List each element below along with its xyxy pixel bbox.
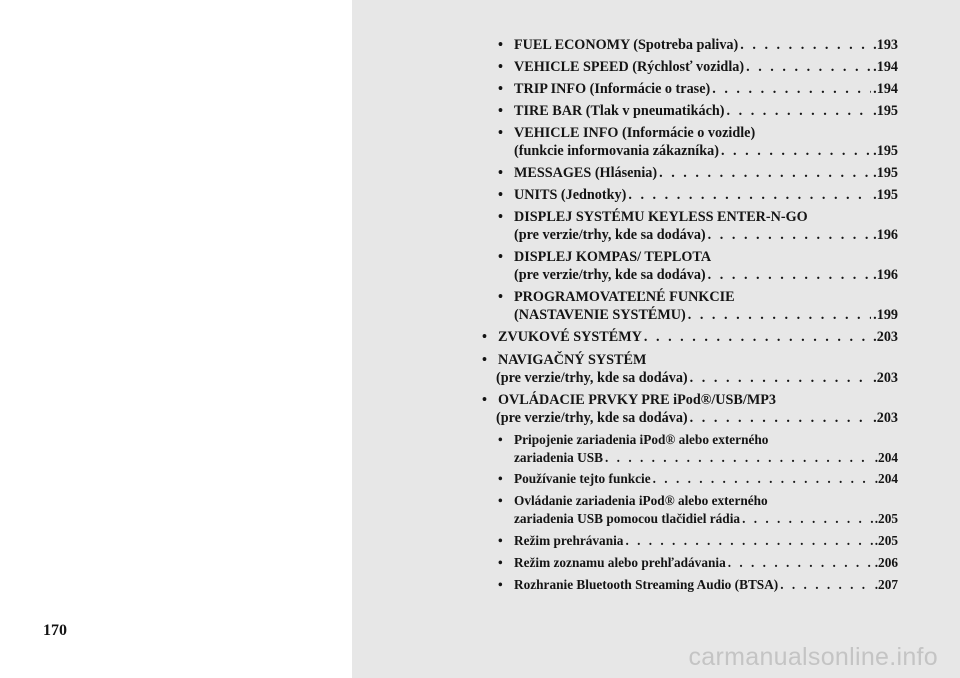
- bullet-icon: •: [498, 209, 503, 225]
- bullet-icon: •: [498, 577, 503, 592]
- toc-entry-page: .203: [873, 370, 898, 386]
- toc-entry[interactable]: [482, 328, 898, 346]
- bullet-icon: •: [498, 249, 503, 265]
- toc-entry[interactable]: [498, 492, 898, 528]
- bullet-icon: •: [498, 165, 503, 181]
- watermark: carmanualsonline.info: [688, 643, 938, 671]
- bullet-icon: •: [498, 432, 503, 447]
- toc-entry[interactable]: [498, 288, 898, 324]
- dot-leader: [659, 164, 871, 182]
- toc-entry-title: (NASTAVENIE SYSTÉMU): [514, 307, 686, 323]
- dot-leader: [688, 306, 871, 324]
- toc-entry-title: (funkcie informovania zákazníka): [514, 143, 719, 159]
- toc-entry-page: .204: [874, 471, 898, 486]
- toc-entry[interactable]: [498, 36, 898, 54]
- toc-entry-title: DISPLEJ KOMPAS/ TEPLOTA: [514, 249, 712, 265]
- toc-entry[interactable]: [498, 102, 898, 120]
- dot-leader: [740, 36, 871, 54]
- toc-entry-page: .206: [874, 555, 898, 570]
- bullet-icon: •: [498, 125, 503, 141]
- toc-entry-title: ZVUKOVÉ SYSTÉMY: [498, 329, 642, 345]
- bullet-icon: •: [498, 187, 503, 203]
- dot-leader: [628, 186, 871, 204]
- bullet-icon: •: [498, 471, 503, 486]
- toc-entry[interactable]: [482, 391, 898, 427]
- toc-entry-title: PROGRAMOVATEĽNÉ FUNKCIE: [514, 289, 735, 305]
- toc-entry-title: Režim zoznamu alebo prehľadávania: [514, 555, 726, 570]
- toc-entry[interactable]: [498, 164, 898, 182]
- dot-leader: [644, 328, 871, 346]
- toc-entry-title: DISPLEJ SYSTÉMU KEYLESS ENTER-N-GO: [514, 209, 808, 225]
- toc-entry-title: VEHICLE SPEED (Rýchlosť vozidla): [514, 59, 745, 75]
- bullet-icon: •: [498, 81, 503, 97]
- toc-entry-page: .205: [874, 533, 898, 548]
- dot-leader: [727, 102, 872, 120]
- toc-entry-page: .195: [873, 165, 898, 181]
- dot-leader: [690, 369, 872, 387]
- dot-leader: [721, 142, 871, 160]
- toc-entry-title: Pripojenie zariadenia iPod® alebo externého: [514, 432, 769, 447]
- dot-leader: [653, 470, 873, 488]
- toc-entry[interactable]: [498, 470, 898, 488]
- toc-entry-title: (pre verzie/trhy, kde sa dodáva): [496, 370, 688, 386]
- toc-entry-page: .203: [873, 410, 898, 426]
- toc-entry-title: FUEL ECONOMY (Spotreba paliva): [514, 37, 739, 53]
- toc-entry-page: .199: [873, 307, 898, 323]
- toc-entry[interactable]: [498, 576, 898, 594]
- bullet-icon: •: [482, 352, 487, 368]
- toc-entry-page: .195: [873, 103, 898, 119]
- toc-entry-page: .194: [873, 81, 898, 97]
- dot-leader: [605, 449, 873, 467]
- toc-entry-title: (pre verzie/trhy, kde sa dodáva): [514, 227, 706, 243]
- toc-entry[interactable]: [498, 532, 898, 550]
- toc-entry-title: Režim prehrávania: [514, 533, 624, 548]
- toc-entry-page: .195: [873, 187, 898, 203]
- toc-entry-title: TRIP INFO (Informácie o trase): [514, 81, 711, 97]
- toc-entry[interactable]: [498, 124, 898, 160]
- toc-entry-page: .205: [874, 511, 898, 526]
- toc-entry[interactable]: [498, 58, 898, 76]
- toc-entry-title: (pre verzie/trhy, kde sa dodáva): [514, 267, 706, 283]
- toc-entry-page: .195: [873, 143, 898, 159]
- dot-leader: [780, 576, 872, 594]
- dot-leader: [728, 554, 873, 572]
- toc-entry[interactable]: [498, 186, 898, 204]
- bullet-icon: •: [498, 493, 503, 508]
- bullet-icon: •: [482, 329, 487, 345]
- page-number: 170: [43, 622, 67, 639]
- bullet-icon: •: [498, 289, 503, 305]
- dot-leader: [742, 510, 873, 528]
- bullet-icon: •: [498, 37, 503, 53]
- toc-entry-page: .193: [873, 37, 898, 53]
- toc-entry-title: Používanie tejto funkcie: [514, 471, 651, 486]
- bullet-icon: •: [498, 533, 503, 548]
- dot-leader: [708, 266, 872, 284]
- toc-entry-title: UNITS (Jednotky): [514, 187, 627, 203]
- toc-entry-page: .196: [873, 227, 898, 243]
- toc-entry-title: zariadenia USB pomocou tlačidiel rádia: [514, 511, 741, 526]
- toc-entry-title: MESSAGES (Hlásenia): [514, 165, 658, 181]
- toc-entry-title: TIRE BAR (Tlak v pneumatikách): [514, 103, 725, 119]
- toc-entry-page: .204: [874, 450, 898, 465]
- toc-entry[interactable]: [482, 351, 898, 387]
- dot-leader: [712, 80, 871, 98]
- toc-entry-page: .194: [873, 59, 898, 75]
- toc-entry[interactable]: [498, 248, 898, 284]
- toc-entry-title: zariadenia USB: [514, 450, 604, 465]
- toc-entry[interactable]: [498, 80, 898, 98]
- toc-entry[interactable]: [498, 208, 898, 244]
- dot-leader: [746, 58, 871, 76]
- dot-leader: [625, 532, 872, 550]
- toc-entry-title: (pre verzie/trhy, kde sa dodáva): [496, 410, 688, 426]
- toc-entry-page: .196: [873, 267, 898, 283]
- toc-entry-title: NAVIGAČNÝ SYSTÉM: [498, 352, 647, 368]
- bullet-icon: •: [482, 392, 487, 408]
- toc-entry-title: OVLÁDACIE PRVKY PRE iPod®/USB/MP3: [498, 392, 776, 408]
- dot-leader: [708, 226, 872, 244]
- toc-entry[interactable]: [498, 554, 898, 572]
- bullet-icon: •: [498, 59, 503, 75]
- toc-entry[interactable]: [498, 431, 898, 467]
- bullet-icon: •: [498, 555, 503, 570]
- dot-leader: [690, 409, 872, 427]
- toc-entry-title: Ovládanie zariadenia iPod® alebo externého: [514, 493, 768, 508]
- toc-entry-title: Rozhranie Bluetooth Streaming Audio (BTSA): [514, 577, 779, 592]
- bullet-icon: •: [498, 103, 503, 119]
- toc-entry-page: .207: [874, 577, 898, 592]
- toc-entry-page: .203: [873, 329, 898, 345]
- toc-entry-title: VEHICLE INFO (Informácie o vozidle): [514, 125, 756, 141]
